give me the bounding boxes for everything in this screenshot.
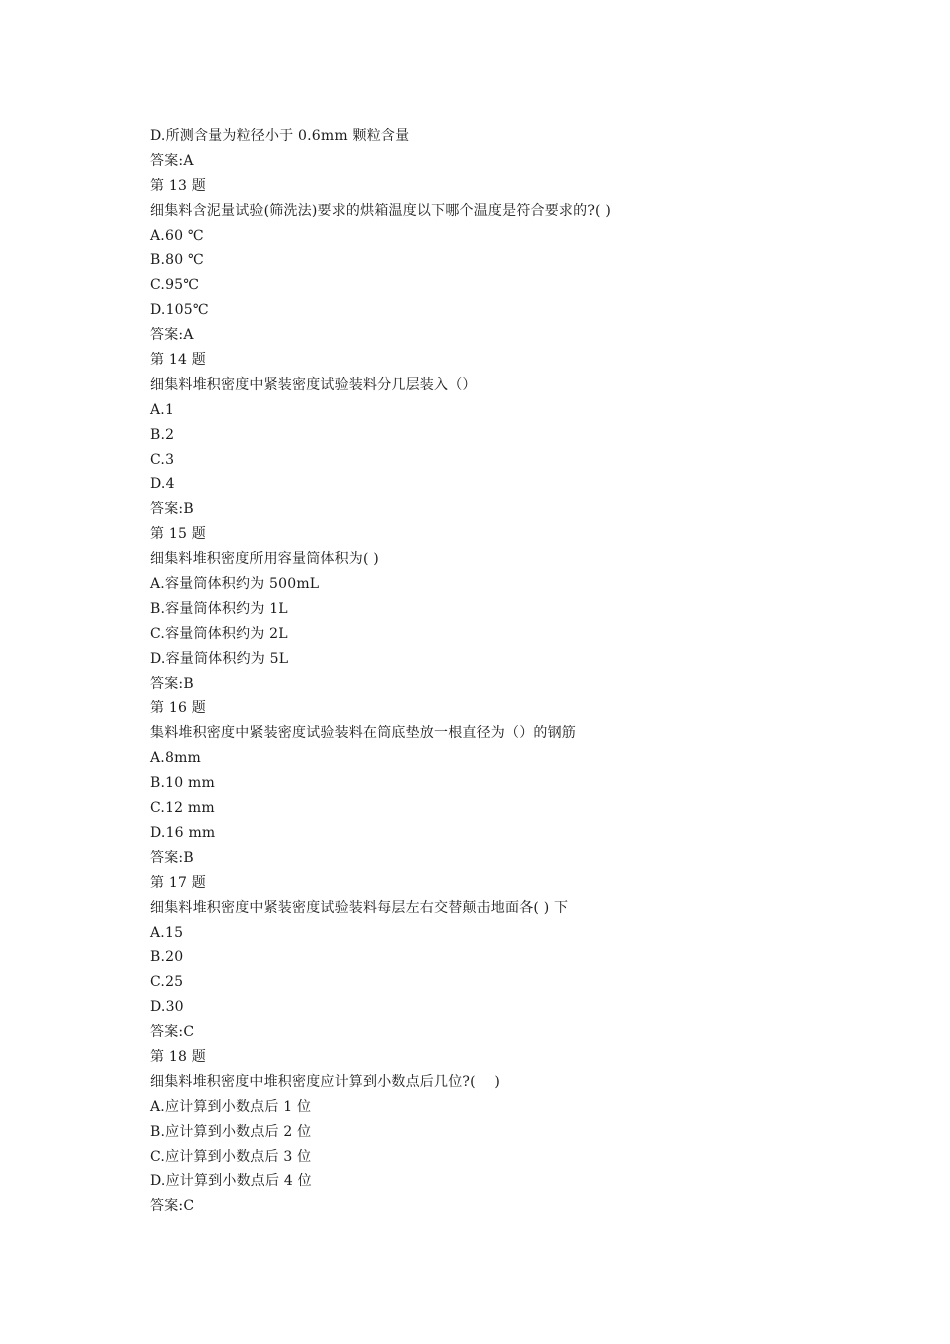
option-line: B.20 — [150, 949, 184, 966]
option-line: B.10 mm — [150, 775, 215, 792]
question-text: 集料堆积密度中紧装密度试验装料在筒底垫放一根直径为（）的钢筋 — [150, 725, 576, 742]
option-line: D.容量筒体积约为 5L — [150, 650, 289, 667]
question-text: 细集料堆积密度中紧装密度试验装料分几层装入（） — [150, 376, 477, 393]
option-line: B.80 ℃ — [150, 252, 204, 269]
document-body — [150, 124, 850, 1219]
option-line: C.应计算到小数点后 3 位 — [150, 1148, 312, 1165]
answer-line: 答案:B — [150, 849, 194, 866]
answer-line: 答案:A — [150, 152, 194, 169]
question-number: 第 18 题 — [150, 1048, 206, 1065]
question-text: 细集料堆积密度所用容量筒体积为( ) — [150, 551, 379, 568]
question-text: 细集料含泥量试验(筛洗法)要求的烘箱温度以下哪个温度是符合要求的?( ) — [150, 202, 612, 219]
option-line: B.2 — [150, 426, 175, 443]
option-line: A.应计算到小数点后 1 位 — [150, 1098, 312, 1115]
question-number: 第 15 题 — [150, 526, 206, 543]
option-line: A.15 — [150, 924, 184, 941]
option-line: C.12 mm — [150, 800, 215, 817]
option-line: B.应计算到小数点后 2 位 — [150, 1123, 312, 1140]
option-line: B.容量筒体积约为 1L — [150, 600, 288, 617]
option-line: C.容量筒体积约为 2L — [150, 625, 288, 642]
option-line: C.25 — [150, 974, 184, 991]
option-line: A.1 — [150, 401, 175, 418]
option-line: A.8mm — [150, 750, 202, 767]
option-line: D.30 — [150, 999, 184, 1016]
option-line: D.所测含量为粒径小于 0.6mm 颗粒含量 — [150, 128, 410, 144]
question-number: 第 14 题 — [150, 352, 206, 369]
question-number: 第 13 题 — [150, 177, 206, 194]
question-text: 细集料堆积密度中紧装密度试验装料每层左右交替颠击地面各( ) 下 — [150, 899, 569, 916]
option-line: A.60 ℃ — [150, 227, 204, 244]
option-line: C.3 — [150, 451, 175, 468]
answer-line: 答案:C — [150, 1024, 195, 1041]
answer-line: 答案:C — [150, 1198, 195, 1215]
option-line: D.应计算到小数点后 4 位 — [150, 1173, 312, 1190]
option-line: D.16 mm — [150, 824, 216, 841]
option-line: D.4 — [150, 476, 175, 493]
question-number: 第 16 题 — [150, 700, 206, 717]
option-line: D.105℃ — [150, 302, 209, 319]
answer-line: 答案:A — [150, 327, 194, 344]
option-line: A.容量筒体积约为 500mL — [150, 576, 320, 593]
answer-line: 答案:B — [150, 501, 194, 518]
answer-line: 答案:B — [150, 675, 194, 692]
question-number: 第 17 题 — [150, 874, 206, 891]
option-line: C.95℃ — [150, 277, 200, 294]
question-text: 细集料堆积密度中堆积密度应计算到小数点后几位?( ) — [150, 1073, 501, 1090]
